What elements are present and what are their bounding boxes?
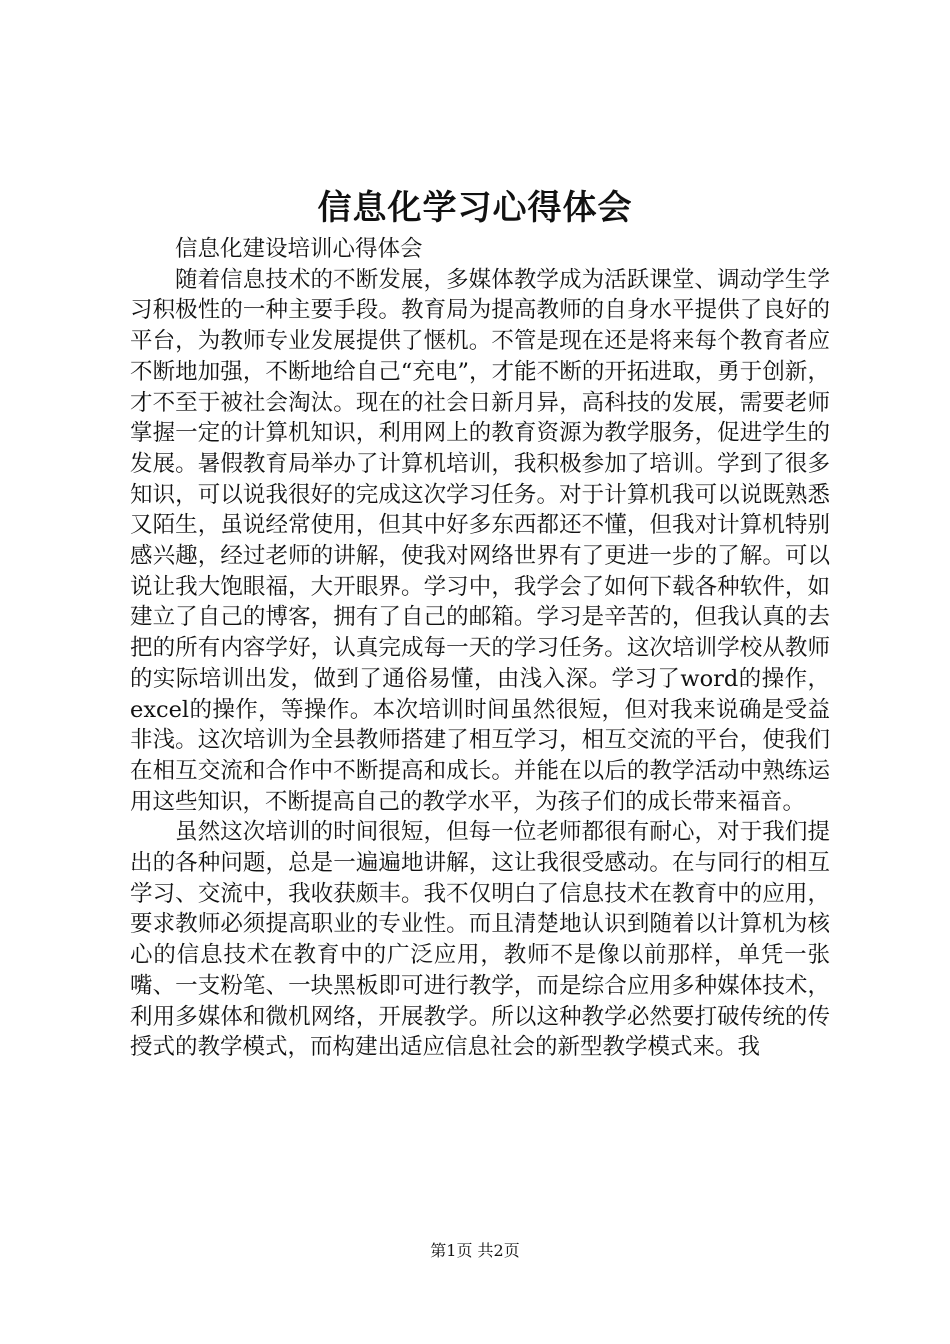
document-body <box>130 234 830 1063</box>
page-number-footer: 第1页 共2页 <box>430 1241 520 1260</box>
body-paragraph: 虽然这次培训的时间很短，但每一位老师都很有耐心，对于我们提出的各种问题，总是一遍遍地讲解，这让我很受感动。在与同行的相互学习、交流中，我收获颇丰。我不仅明白了信息技术在教育中的应用，要求教师必须提高职业的专业性。而且清楚地认识到随着以计算机为核心的信息技术在教育中的广泛应用，教师不是像以前那样，单凭一张嘴、一支粉笔、一块黑板即可进行教学，而是综合应用多种媒体技术，利用多媒体和微机网络，开展教学。所以这种教学必然要打破传统的传授式的教学模式，而构建出适应信息社会的新型教学模式来。我 <box>130 819 830 1061</box>
subtitle-paragraph: 信息化建设培训心得体会 <box>175 236 423 262</box>
body-paragraph: 随着信息技术的不断发展，多媒体教学成为活跃课堂、调动学生学习积极性的一种主要手段。教育局为提高教师的自身水平提供了良好的平台，为教师专业发展提供了惬机。不管是现在还是将来每个教育者应不断地加强，不断地给自己“充电”，才能不断的开拓进取，勇于创新，才不至于被社会淘汰。现在的社会日新月异，高科技的发展，需要老师掌握一定的计算机知识，利用网上的教育资源为教学服务，促进学生的发展。暑假教育局举办了计算机培训，我积极参加了培训。学到了很多知识，可以说我很好的完成这次学习任务。对于计算机我可以说既熟悉又陌生，虽说经常使用，但其中好多东西都还不懂，但我对计算机特别感兴趣，经过老师的讲解，使我对网络世界有了更进一步的了解。可以说让我大饱眼福，大开眼界。学习中，我学会了如何下载各种软件，如建立了自己的博客，拥有了自己的邮箱。学习是辛苦的，但我认真的去把的所有内容学好，认真完成每一天的学习任务。这次培训学校从教师的实际培训出发，做到了通俗易懂，由浅入深。学习了word的操作，excel的操作，等操作。本次培训时间虽然很短，但对我来说确是受益非浅。这次培训为全县教师搭建了相互学习，相互交流的平台，使我们在相互交流和合作中不断提高和成长。并能在以后的教学活动中熟练运用这些知识，不断提高自己的教学水平，为孩子们的成长带来福音。 <box>130 266 830 815</box>
page-title: 信息化学习心得体会 <box>317 188 633 228</box>
